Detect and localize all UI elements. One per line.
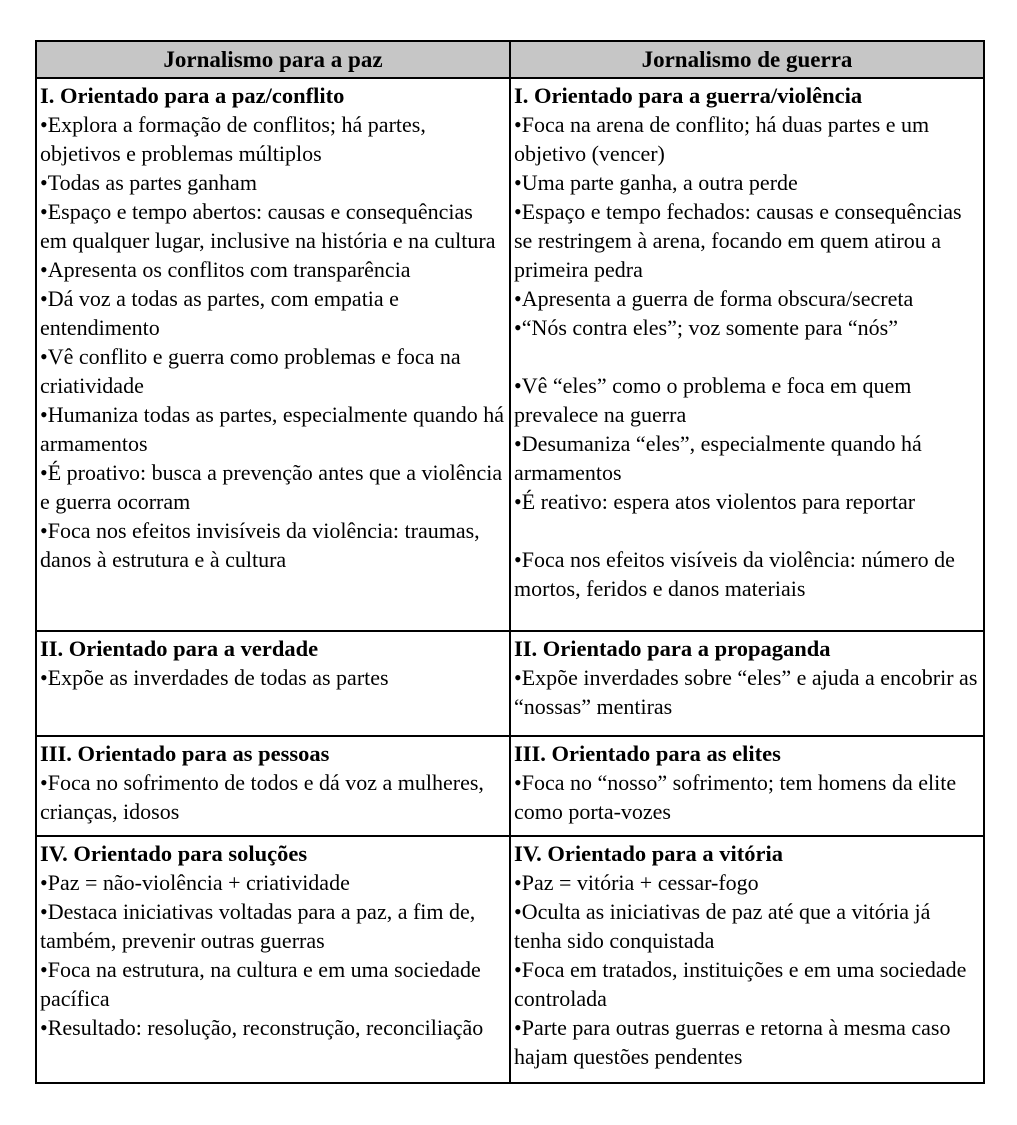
cell-3-left <box>36 736 510 836</box>
bullet-item: •Paz = vitória + cessar-fogo <box>514 870 759 895</box>
bullet-item: •Parte para outras guerras e retorna à mesma caso hajam questões pendentes <box>514 1015 951 1069</box>
section-row-2 <box>36 631 984 736</box>
column-header-peace-journalism: Jornalismo para a paz <box>36 41 510 78</box>
cell-4-right <box>510 836 984 1083</box>
bullet-item: •É reativo: espera atos violentos para reportar <box>514 489 916 514</box>
cell-3-right <box>510 736 984 836</box>
section-title: III. Orientado para as elites <box>514 741 781 766</box>
bullet-item: •Apresenta os conflitos com transparência <box>40 257 411 282</box>
bullet-item: •Dá voz a todas as partes, com empatia e entendimento <box>40 286 399 340</box>
section-title: III. Orientado para as pessoas <box>40 741 330 766</box>
section-title: II. Orientado para a propaganda <box>514 636 831 661</box>
bullet-item: •Resultado: resolução, reconstrução, reconciliação <box>40 1015 484 1040</box>
bullet-item: •Espaço e tempo abertos: causas e consequências em qualquer lugar, inclusive na história e na cultura <box>40 199 496 253</box>
table-header-row <box>36 41 984 78</box>
bullet-item: •Explora a formação de conflitos; há partes, objetivos e problemas múltiplos <box>40 112 426 166</box>
blank-line-spacer <box>514 516 979 545</box>
cell-2-left <box>36 631 510 736</box>
bullet-item: •Vê conflito e guerra como problemas e foca na criatividade <box>40 344 461 398</box>
bullet-item: •Humaniza todas as partes, especialmente quando há armamentos <box>40 402 505 456</box>
section-title: II. Orientado para a verdade <box>40 636 319 661</box>
bullet-item: •Espaço e tempo fechados: causas e consequências se restringem à arena, focando em quem atirou a primeira pedra <box>514 199 962 282</box>
section-title: I. Orientado para a guerra/violência <box>514 83 863 108</box>
bullet-item: •Apresenta a guerra de forma obscura/secreta <box>514 286 914 311</box>
comparison-table <box>35 40 985 1084</box>
section-title: IV. Orientado para soluções <box>40 841 308 866</box>
bullet-item: •Foca na arena de conflito; há duas partes e um objetivo (vencer) <box>514 112 930 166</box>
section-title: IV. Orientado para a vitória <box>514 841 783 866</box>
section-title: I. Orientado para a paz/conflito <box>40 83 345 108</box>
bullet-item: •Todas as partes ganham <box>40 170 257 195</box>
blank-line-spacer <box>514 342 979 371</box>
bullet-item: •Foca no sofrimento de todos e dá voz a mulheres, crianças, idosos <box>40 770 484 824</box>
table-body <box>36 78 984 1083</box>
bullet-item: •Paz = não-violência + criatividade <box>40 870 350 895</box>
bullet-item: •“Nós contra eles”; voz somente para “nós” <box>514 315 898 340</box>
bullet-item: •Foca nos efeitos visíveis da violência: número de mortos, feridos e danos materiais <box>514 547 955 601</box>
bullet-item: •Foca na estrutura, na cultura e em uma sociedade pacífica <box>40 957 481 1011</box>
bullet-item: •Expõe inverdades sobre “eles” e ajuda a encobrir as “nossas” mentiras <box>514 665 978 719</box>
cell-1-left <box>36 78 510 631</box>
cell-1-right <box>510 78 984 631</box>
bullet-item: •Foca nos efeitos invisíveis da violência: traumas, danos à estrutura e à cultura <box>40 518 480 572</box>
cell-2-right <box>510 631 984 736</box>
bullet-item: •Uma parte ganha, a outra perde <box>514 170 798 195</box>
cell-4-left <box>36 836 510 1083</box>
section-row-1 <box>36 78 984 631</box>
column-header-war-journalism: Jornalismo de guerra <box>510 41 984 78</box>
bullet-item: •Oculta as iniciativas de paz até que a vitória já tenha sido conquistada <box>514 899 931 953</box>
bullet-item: •É proativo: busca a prevenção antes que a violência e guerra ocorram <box>40 460 503 514</box>
section-row-4 <box>36 836 984 1083</box>
bullet-item: •Vê “eles” como o problema e foca em quem prevalece na guerra <box>514 373 912 427</box>
bullet-item: •Desumaniza “eles”, especialmente quando há armamentos <box>514 431 922 485</box>
bullet-item: •Expõe as inverdades de todas as partes <box>40 665 389 690</box>
bullet-item: •Foca em tratados, instituições e em uma sociedade controlada <box>514 957 967 1011</box>
bullet-item: •Destaca iniciativas voltadas para a paz, a fim de, também, prevenir outras guerras <box>40 899 476 953</box>
section-row-3 <box>36 736 984 836</box>
bullet-item: •Foca no “nosso” sofrimento; tem homens da elite como porta-vozes <box>514 770 957 824</box>
